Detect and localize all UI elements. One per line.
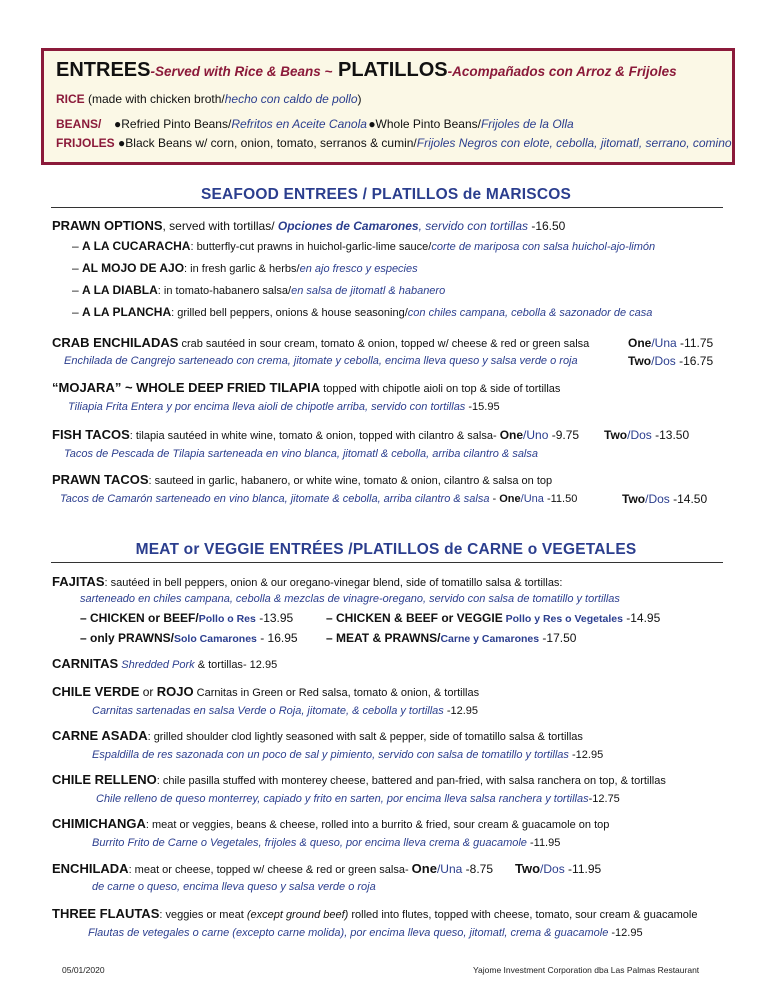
price-two-label: Two xyxy=(515,861,541,876)
flautas-item xyxy=(52,906,732,923)
mojara-price: -15.95 xyxy=(465,401,500,413)
enchilada-item xyxy=(52,861,732,878)
chimichanga-name: CHIMICHANGA xyxy=(52,816,146,831)
beans-item1-en: ●Refried Pinto Beans/ xyxy=(114,117,232,131)
beans-line xyxy=(56,116,720,132)
fajitas-opt1-es: Pollo o Res xyxy=(198,613,256,625)
rice-es: hecho con caldo de pollo xyxy=(224,92,358,106)
price-one-es: /Uno xyxy=(523,428,549,442)
fish-tacos-price-two xyxy=(604,427,689,443)
option-es: con chiles campana, cebolla & sazonador de casa xyxy=(407,307,653,319)
price-one-value: -11.50 xyxy=(543,493,578,505)
prawn-options-es-desc: , servido con tortillas xyxy=(418,219,528,233)
option-es: en ajo fresco y especies xyxy=(299,263,418,275)
carne-asada-es-text: Espaldilla de res sazonada con un poco de sal y pimiento, servido con salsa de tomatillo y tortillas xyxy=(92,749,569,761)
crab-desc: crab sautéed in sour cream, tomato & onion, topped w/ cheese & red or green salsa xyxy=(178,338,590,350)
price-one-es: /Una xyxy=(651,336,677,350)
price-one-es: /Una xyxy=(436,862,463,876)
title-es-sub: -Acompañados con Arroz & Frijoles xyxy=(447,64,677,79)
price-two-label: Two xyxy=(622,492,646,506)
chile-rojo-name: ROJO xyxy=(156,684,194,699)
chimichanga-desc: : meat or veggies, beans & cheese, rolled into a burrito & fried, sour cream & guacamole on top xyxy=(145,819,610,831)
price-two-value: -14.50 xyxy=(669,492,708,506)
header-box xyxy=(41,48,735,165)
chile-relleno-desc: : chile pasilla stuffed with monterey cheese, battered and pan-fried, with salsa ranchera on top, & tortillas xyxy=(156,775,666,787)
flautas-desc2: rolled into flutes, topped with cheese, tomato, sour cream & guacamole xyxy=(348,909,698,921)
enchilada-desc: : meat or cheese, topped w/ cheese & red or green salsa- xyxy=(128,864,412,876)
chile-verde-es xyxy=(92,703,478,719)
prawn-tacos-es: Tacos de Camarón sarteneado en vino blanca, jitomate & cebolla, arriba cilantro & salsa - One/Una -11.50 xyxy=(60,493,578,505)
chile-relleno-es xyxy=(96,791,620,807)
option-name: A LA CUCARACHA xyxy=(82,239,191,253)
carnitas-item xyxy=(52,656,732,673)
carnitas-desc: & tortillas xyxy=(194,659,243,671)
price-one-label: One xyxy=(499,428,524,442)
fajitas-name: FAJITAS xyxy=(52,574,105,589)
chile-verde-desc: Carnitas in Green or Red salsa, tomato & onion, & tortillas xyxy=(193,687,480,699)
crab-name: CRAB ENCHILADAS xyxy=(52,335,179,350)
flautas-es-text: Flautas de vetegales o carne (excepto carne molida), por encima lleva queso, jitomatl, crema & guacamole xyxy=(88,927,609,939)
carne-asada-price: -12.95 xyxy=(568,749,604,761)
prawn-option-mojo xyxy=(72,260,752,277)
flautas-desc-italic: (except ground beef) xyxy=(246,909,349,921)
carne-asada-desc: : grilled shoulder clod lightly seasoned with salt & pepper, side of tomatillo salsa & tortillas xyxy=(147,731,583,743)
prawn-options-item xyxy=(52,218,732,234)
flautas-es xyxy=(88,925,643,941)
price-two-es: /Dos xyxy=(627,428,652,442)
fish-tacos-name: FISH TACOS xyxy=(52,427,130,442)
mojara-name: “MOJARA” ~ WHOLE DEEP FRIED TILAPIA xyxy=(52,380,321,395)
price-one-value: -11.75 xyxy=(676,336,714,350)
price-two-value: -16.75 xyxy=(675,354,714,368)
price-one-value: -9.75 xyxy=(548,428,580,442)
fajitas-opt2-price: -14.95 xyxy=(622,611,661,625)
option-desc: : grilled bell peppers, onions & house seasoning/ xyxy=(171,307,408,319)
fajitas-opt3-es: Solo Camarones xyxy=(174,633,257,645)
fajitas-option-2 xyxy=(326,610,660,627)
rice-en: (made with chicken broth/ xyxy=(84,92,225,106)
carnitas-es: Shredded Pork xyxy=(118,659,195,671)
rice-close: ) xyxy=(357,92,362,106)
price-two-label: Two xyxy=(628,354,652,368)
carne-asada-es xyxy=(92,747,603,763)
meat-section-title: MEAT or VEGGIE ENTRÉES /PLATILLOS de CARNE o VEGETALES xyxy=(135,541,637,558)
option-desc: : in tomato-habanero salsa/ xyxy=(157,285,292,297)
mojara-es xyxy=(68,399,500,415)
price-one-label: One xyxy=(411,861,437,876)
chimichanga-item xyxy=(52,816,732,833)
fajitas-opt1-name: – CHICKEN or BEEF/ xyxy=(80,611,199,625)
prawn-tacos-price-two xyxy=(622,491,707,507)
fish-tacos-es-text: Tacos de Pescada de Tilapia sarteneada en vino blanca, jitomatl & cebolla, arriba cilantro & salsa xyxy=(64,448,538,460)
rice-line xyxy=(56,91,720,107)
option-es: corte de mariposa con salsa huichol-ajo-limón xyxy=(431,241,656,253)
carnitas-name: CARNITAS xyxy=(52,656,119,671)
frijoles-item-es: Frijoles Negros con elote, cebolla, jitomatl, serrano, comino xyxy=(416,136,732,150)
carne-asada-name: CARNE ASADA xyxy=(52,728,148,743)
prawn-option-cucaracha xyxy=(72,238,752,255)
prawn-tacos-desc: : sauteed in garlic, habanero, or white wine, tomato & onion, cilantro & salsa on top xyxy=(148,475,553,487)
fajitas-opt2-es: Pollo y Res o Vegetales xyxy=(502,613,623,625)
prawn-options-desc: , served with tortillas/ xyxy=(162,219,278,233)
chimichanga-es xyxy=(92,835,560,851)
prawn-tacos-item xyxy=(52,472,732,489)
footer-date: 05/01/2020 xyxy=(62,965,105,975)
frijoles-item-en: ●Black Beans w/ corn, onion, tomato, serranos & cumin/ xyxy=(118,136,417,150)
title-en-sub: -Served with Rice & Beans ~ xyxy=(150,64,333,79)
price-two-es: /Dos xyxy=(651,354,676,368)
enchilada-es xyxy=(92,879,376,895)
flautas-desc1: : veggies or meat xyxy=(159,909,247,921)
crab-es xyxy=(64,353,578,369)
fajitas-option-1 xyxy=(80,610,293,627)
option-dash: – xyxy=(72,283,83,297)
prawn-option-plancha xyxy=(72,304,752,321)
fajitas-opt3-name: – only PRAWNS/ xyxy=(80,631,175,645)
option-name: A LA PLANCHA xyxy=(82,305,172,319)
mojara-desc: topped with chipotle aioli on top & side of tortillas xyxy=(320,383,561,395)
beans-item1-es: Refritos en Aceite Canola xyxy=(231,117,367,131)
prawn-options-es-name: Opciones de Camarones xyxy=(277,219,419,233)
option-dash: – xyxy=(72,305,83,319)
fajitas-option-4 xyxy=(326,630,576,647)
chile-relleno-name: CHILE RELLENO xyxy=(52,772,157,787)
price-two-value: -13.50 xyxy=(651,428,690,442)
enchilada-name: ENCHILADA xyxy=(52,861,129,876)
fajitas-es-text: sarteneado en chiles campana, cebolla & mezclas de vinagre-oregano, servido con salsa de tomatillo y tortillas xyxy=(80,593,620,605)
option-es: en salsa de jitomatl & habanero xyxy=(291,285,446,297)
fajitas-opt2-name: – CHICKEN & BEEF or VEGGIE xyxy=(326,611,503,625)
mojara-es-text: Tiliapia Frita Entera y por encima lleva aioli de chipotle arriba, servido con tortillas xyxy=(68,401,466,413)
price-one-label: One xyxy=(499,493,521,505)
enchilada-price-two xyxy=(515,861,601,877)
flautas-name: THREE FLAUTAS xyxy=(52,906,160,921)
option-desc: : in fresh garlic & herbs/ xyxy=(184,263,300,275)
seafood-divider xyxy=(51,207,723,208)
beans-label: BEANS/ xyxy=(56,117,102,131)
crab-price-one xyxy=(628,335,713,351)
prawn-tacos-name: PRAWN TACOS xyxy=(52,472,149,487)
option-desc: : butterfly-cut prawns in huichol-garlic-lime sauce/ xyxy=(190,241,432,253)
price-two-label: Two xyxy=(604,428,628,442)
price-one-value: -8.75 xyxy=(462,862,494,876)
fajitas-item xyxy=(52,574,732,591)
meat-divider xyxy=(51,562,723,563)
option-name: A LA DIABLA xyxy=(82,283,158,297)
prawn-options-name: PRAWN OPTIONS xyxy=(52,218,163,233)
mojara-item xyxy=(52,380,732,397)
fish-tacos-desc: : tilapia sautéed in white wine, tomato & onion, topped with cilantro & salsa- xyxy=(129,430,500,442)
beans-item2-es: Frijoles de la Olla xyxy=(480,117,574,131)
prawn-tacos-es-text: Tacos de Camarón sarteneado en vino blanca, jitomate & cebolla, arriba cilantro & salsa xyxy=(60,493,490,505)
price-one-es: /Una xyxy=(520,493,544,505)
price-two-value: -11.95 xyxy=(564,862,602,876)
chimichanga-price: -11.95 xyxy=(526,837,561,849)
price-two-es: /Dos xyxy=(540,862,565,876)
footer-company: Yajome Investment Corporation dba Las Palmas Restaurant xyxy=(473,965,700,975)
chile-relleno-price: -12.75 xyxy=(588,793,620,805)
chile-relleno-es-text: Chile relleno de queso monterrey, capiado y frito en sarten, por encima lleva salsa ranchera y tortillas xyxy=(96,793,589,805)
fajitas-opt4-price: -17.50 xyxy=(539,631,577,645)
price-one-label: One xyxy=(628,336,652,350)
enchilada-es-text: de carne o queso, encima lleva queso y salsa verde o roja xyxy=(92,881,376,893)
prawn-options-price: -16.50 xyxy=(528,219,566,233)
flautas-price: -12.95 xyxy=(608,927,643,939)
option-dash: – xyxy=(72,261,83,275)
chile-verde-name: CHILE VERDE xyxy=(52,684,140,699)
fajitas-opt4-es: Carne y Camarones xyxy=(440,633,540,645)
prawn-option-diabla xyxy=(72,282,752,299)
chile-verde-es-text: Carnitas sartenadas en salsa Verde o Roja, jitomate, & cebolla y tortillas xyxy=(92,705,444,717)
chile-verde-item xyxy=(52,684,732,701)
price-two-es: /Dos xyxy=(645,492,670,506)
fajitas-opt4-name: – MEAT & PRAWNS/ xyxy=(326,631,441,645)
fajitas-es xyxy=(80,591,620,607)
option-name: AL MOJO DE AJO xyxy=(82,261,185,275)
carnitas-price: - 12.95 xyxy=(242,659,278,671)
chile-relleno-item xyxy=(52,772,732,789)
frijoles-label: FRIJOLES xyxy=(56,136,115,150)
seafood-section-title: SEAFOOD ENTREES / PLATILLOS de MARISCOS xyxy=(200,186,572,203)
crab-es-text: Enchilada de Cangrejo sarteneado con crema, jitomate y cebolla, encima lleva queso y salsa verde o roja xyxy=(64,355,578,367)
chimichanga-es-text: Burrito Frito de Carne o Vegetales, frijoles & queso, por encima lleva crema & guacamole xyxy=(92,837,527,849)
entrees-title xyxy=(56,57,720,85)
chile-verde-or: or xyxy=(139,685,157,699)
carne-asada-item xyxy=(52,728,732,745)
beans-item2-en: ●Whole Pinto Beans/ xyxy=(368,117,481,131)
chile-verde-price: -12.95 xyxy=(443,705,479,717)
title-en: ENTREES xyxy=(56,59,151,81)
fajitas-opt1-price: -13.95 xyxy=(255,611,294,625)
frijoles-line xyxy=(56,135,732,151)
fajitas-opt3-price: - 16.95 xyxy=(256,631,298,645)
title-es: PLATILLOS xyxy=(337,59,448,81)
fajitas-option-3 xyxy=(80,630,298,647)
crab-price-two xyxy=(628,353,713,369)
option-dash: – xyxy=(72,239,83,253)
fish-tacos-es xyxy=(64,446,538,462)
fajitas-desc: : sautéed in bell peppers, onion & our oregano-vinegar blend, side of tomatillo salsa & tortillas: xyxy=(104,577,563,589)
rice-label: RICE xyxy=(56,92,85,106)
